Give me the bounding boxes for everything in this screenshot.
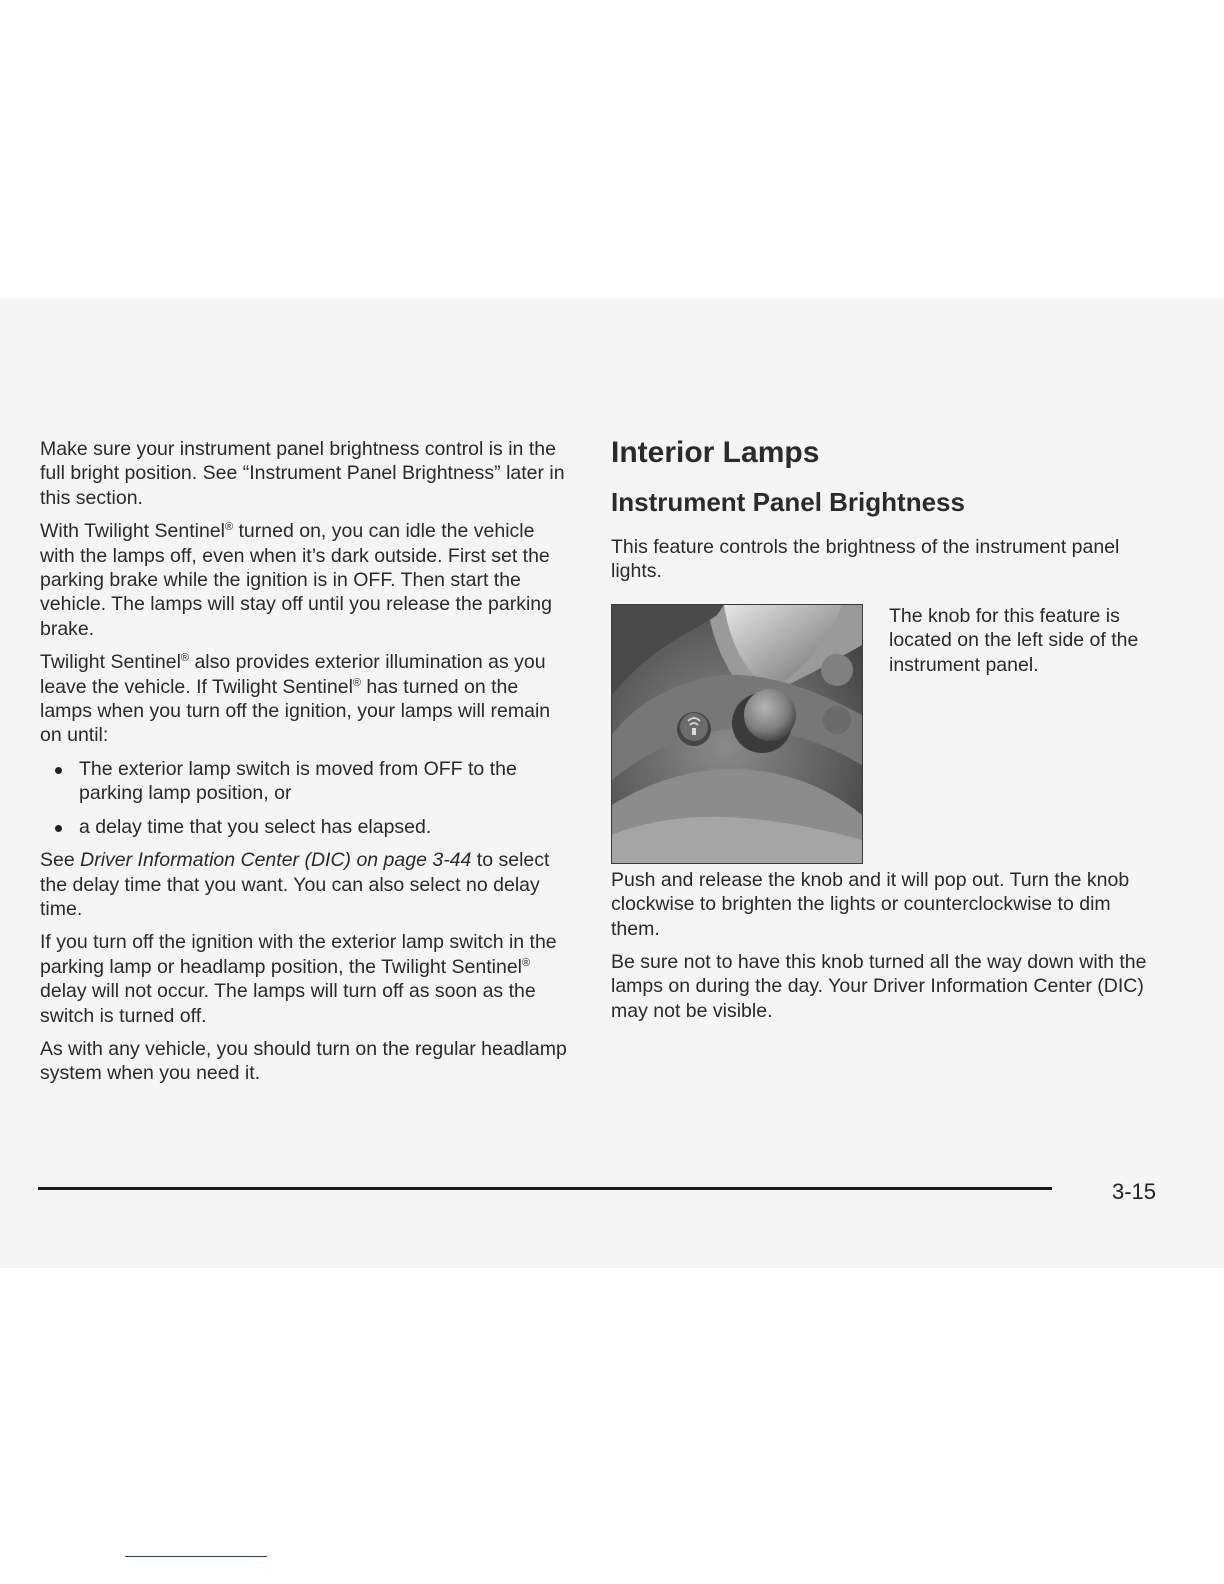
page-number: 3-15: [1111, 1179, 1156, 1204]
right-column: [611, 433, 1156, 1032]
left-column: [40, 437, 572, 1095]
text: If you turn off the ignition with the exterior lamp switch in the parking lamp or headlamp position, the Twilight Sentinel: [40, 931, 557, 978]
registered-mark: ®: [352, 676, 362, 689]
list-item-text: a delay time that you select has elapsed.: [79, 815, 432, 838]
text: turned on, you can idle the vehicle with the lamps off, even when it’s dark outside. First set the parking brake while the ignition is in OFF. Then start the vehicle. The lamps will stay off until you release the parking brake.: [40, 520, 552, 640]
footer-rule: [38, 1187, 1052, 1190]
text: Make sure your instrument panel brightness control is in the full bright position. See “Instrument Panel Brightness” later in this section.: [40, 438, 565, 509]
photo-caption: The knob for this feature is located on the left side of the instrument panel.: [889, 604, 1139, 676]
text: also provides exterior illumination as you leave the vehicle. If Twilight Sentinel: [40, 651, 546, 698]
knob-photo-illustration: [612, 605, 862, 863]
list-item: [40, 757, 572, 806]
text: As with any vehicle, you should turn on the regular headlamp system when you need it.: [40, 1037, 567, 1085]
cross-reference-link[interactable]: Driver Information Center (DIC) on page 3-44: [80, 849, 472, 872]
link-underline: [125, 1556, 267, 1557]
paragraph-idle-lamps-off: [40, 519, 572, 641]
list-item-text: The exterior lamp switch is moved from OFF to the parking lamp position, or: [79, 757, 517, 805]
text: With Twilight Sentinel: [40, 520, 225, 543]
text: delay will not occur. The lamps will turn off as soon as the switch is turned off.: [40, 980, 536, 1027]
paragraph-intro: This feature controls the brightness of the instrument panel lights.: [611, 536, 1120, 583]
figure-row: [611, 604, 1156, 868]
bullet-icon: [55, 767, 62, 774]
text: Twilight Sentinel: [40, 651, 181, 674]
paragraph-brightness-note: [40, 437, 572, 510]
paragraph-regular-headlamps: [40, 1037, 572, 1086]
subsection-heading: Instrument Panel Brightness: [611, 487, 965, 517]
list-item: [40, 815, 572, 839]
paragraph-daytime-warning: Be sure not to have this knob turned all the way down with the lamps on during the day. Your Driver Information Center (DIC) may not be visible.: [611, 951, 1147, 1022]
registered-mark: ®: [522, 956, 531, 969]
paragraph-exterior-illumination: [40, 650, 572, 748]
paragraph-no-delay: [40, 930, 572, 1028]
text: See: [40, 849, 81, 872]
registered-mark: ®: [180, 652, 190, 665]
paragraph-delay-time: [40, 848, 572, 921]
paragraph-knob-operation: Push and release the knob and it will pop out. Turn the knob clockwise to brighten the lights or counterclockwise to dim them.: [611, 868, 1130, 940]
text: has turned on the lamps when you turn off the ignition, your lamps will remain on until:: [40, 675, 551, 747]
text: to select the delay time that you want. You can also select no delay time.: [40, 849, 550, 920]
section-heading: Interior Lamps: [611, 436, 820, 469]
bullet-icon: [55, 825, 62, 832]
registered-mark: ®: [224, 521, 234, 534]
instrument-panel-knob-photo: [611, 604, 863, 864]
bullet-list: [40, 757, 572, 839]
